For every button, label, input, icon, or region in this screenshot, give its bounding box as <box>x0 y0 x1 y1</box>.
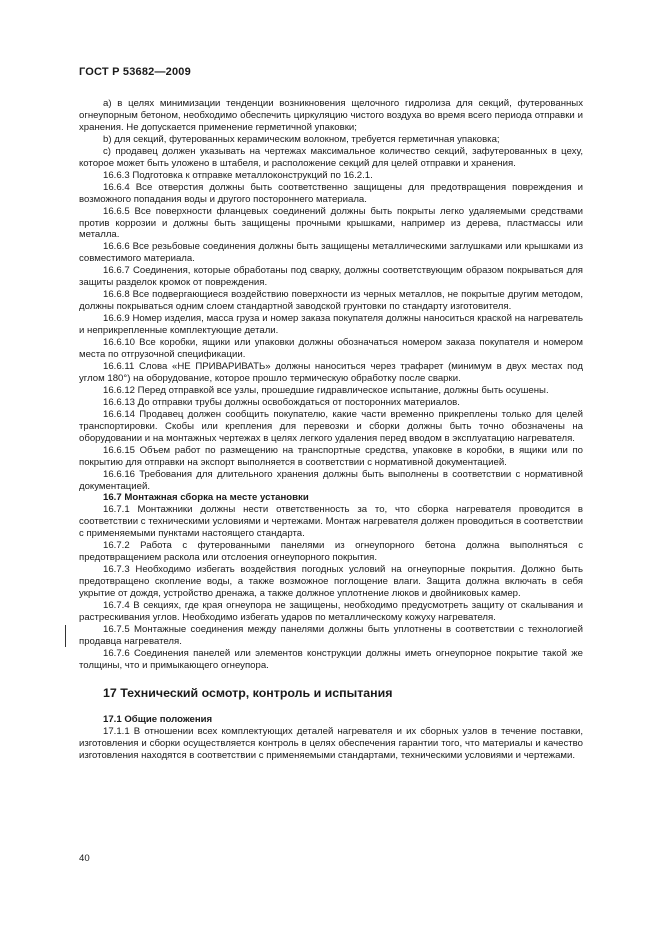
paragraph: с) продавец должен указывать на чертежах максимальное количество секций, зафутерованных в цеху, которое может быть уложено в штабеля, и расположение секций для целей отправки и хранения. <box>79 145 583 169</box>
paragraph: 16.7.2 Работа с футерованными панелями из огнеупорного бетона должна выполняться с предотвращением раскола или отслоения огнеупорного покрытия. <box>79 540 583 564</box>
clause-16-6-list <box>79 98 583 672</box>
paragraph: 16.7.4 В секциях, где края огнеупора не защищены, необходимо предусмотреть защиту от скалывания и растрескивания углов. Необходимо избегать ударов по металлическому кожуху нагревателя. <box>79 600 583 623</box>
subsection-heading: 17.1 Общие положения <box>103 713 213 725</box>
paragraph: 16.6.3 Подготовка к отправке металлоконструкций по 16.2.1. <box>103 169 373 181</box>
paragraph: 16.6.11 Слова «НЕ ПРИВАРИВАТЬ» должны наноситься через трафарет (минимум в двух местах под углом 180°) на оборудование, которое прошло термическую обработку после сварки. <box>79 360 583 384</box>
paragraph: 16.6.10 Все коробки, ящики или упаковки должны обозначаться номером заказа покупателя и номером места по отгрузочной спецификации. <box>79 337 583 361</box>
paragraph: 16.7.3 Необходимо избегать воздействия погодных условий на огнеупорные покрытия. Должно быть предотвращено скопление воды, а также возможное поглощение влаги. Защита должна включать в себя укрытие от дождя, устройство дренажа, а также должное уплотнение люков и двойниковых камер. <box>79 564 583 600</box>
paragraph: 16.7.1 Монтажники должны нести ответственность за то, что сборка нагревателя проводится в соответствии с техническими условиями и чертежами. Монтаж нагревателя должен проводиться в соответствии с применяемыми пунктами настоящего стандарта. <box>79 504 583 540</box>
subsection-heading: 16.7 Монтажная сборка на месте установки <box>103 492 309 504</box>
paragraph: а) в целях минимизации тенденции возникновения щелочного гидролиза для секций, футерованных огнеупорным бетоном, необходимо обеспечить циркуляцию чистого воздуха во время всего периода отправки и хранения. Не допускается применение герметичной упаковки; <box>79 98 583 133</box>
paragraph: 16.7.5 Монтажные соединения между панелями должны быть уплотнены в соответствии с технологией продавца нагревателя. <box>79 623 583 647</box>
standard-header: ГОСТ Р 53682—2009 <box>79 66 191 78</box>
paragraph: b) для секций, футерованных керамическим волокном, требуется герметичная упаковка; <box>103 133 500 145</box>
paragraph: 16.6.12 Перед отправкой все узлы, прошедшие гидравлическое испытание, должны быть осушены. <box>103 384 549 396</box>
paragraph: 16.6.8 Все подвергающиеся воздействию поверхности из черных металлов, не покрытые другим методом, должны покрываться одним слоем стандартной заводской грунтовки по стандарту изготовителя. <box>79 289 583 313</box>
paragraph: 16.6.7 Соединения, которые обработаны под сварку, должны соответствующим образом покрываться для защиты разделок кромок от повреждения. <box>79 265 583 289</box>
clause-17-list <box>79 714 583 762</box>
paragraph: 17.1.1 В отношении всех комплектующих деталей нагревателя и их сборных узлов в течение поставки, изготовления и сборки осуществляется контроль в целях обеспечения гарантии того, что материалы и качество изготовления находятся в соответствии с применяемыми стандартами, техническими условиями и чертежами. <box>79 725 583 761</box>
paragraph: 16.6.6 Все резьбовые соединения должны быть защищены металлическими заглушками или крышками из совместимого материала. <box>79 241 583 265</box>
page-number: 40 <box>79 853 90 864</box>
section-17-title: 17 Технический осмотр, контроль и испытания <box>103 685 393 700</box>
paragraph: 16.6.5 Все поверхности фланцевых соединений должны быть покрыты легко удаляемыми средствами против коррозии и должны быть защищены прочными крышками, например из дерева, пластмассы или металла. <box>79 205 583 241</box>
paragraph: 16.6.15 Объем работ по размещению на транспортные средства, упаковке в коробки, в ящики или по покрытию для отправки на экспорт выполняется в соответствии с нормативной документацией. <box>79 444 583 468</box>
paragraph: 16.6.13 До отправки трубы должны освобождаться от посторонних материалов. <box>103 396 460 408</box>
paragraph: 16.6.14 Продавец должен сообщить покупателю, какие части временно прикреплены только для целей транспортировки. Скобы или крепления для перевозки и сборки должны быть точно обозначены на оборудовании и на монтажных чертежах в целях легкого удаления перед вводом в эксплуатацию нагревателя. <box>79 408 583 444</box>
paragraph: 16.6.4 Все отверстия должны быть соответственно защищены для предотвращения повреждения и возможного попадания воды и другого постороннего материала. <box>79 181 583 205</box>
paragraph: 16.6.9 Номер изделия, масса груза и номер заказа покупателя должны наноситься краской на нагреватель и неприкрепленные комплектующие детали. <box>79 313 583 337</box>
paragraph: 16.7.6 Соединения панелей или элементов конструкции должны иметь огнеупорное покрытие такой же толщины, что и примыкающего огнеупора. <box>79 647 583 671</box>
paragraph: 16.6.16 Требования для длительного хранения должны быть выполнены в соответствии с нормативной документацией. <box>79 468 583 492</box>
page-content <box>79 98 583 762</box>
